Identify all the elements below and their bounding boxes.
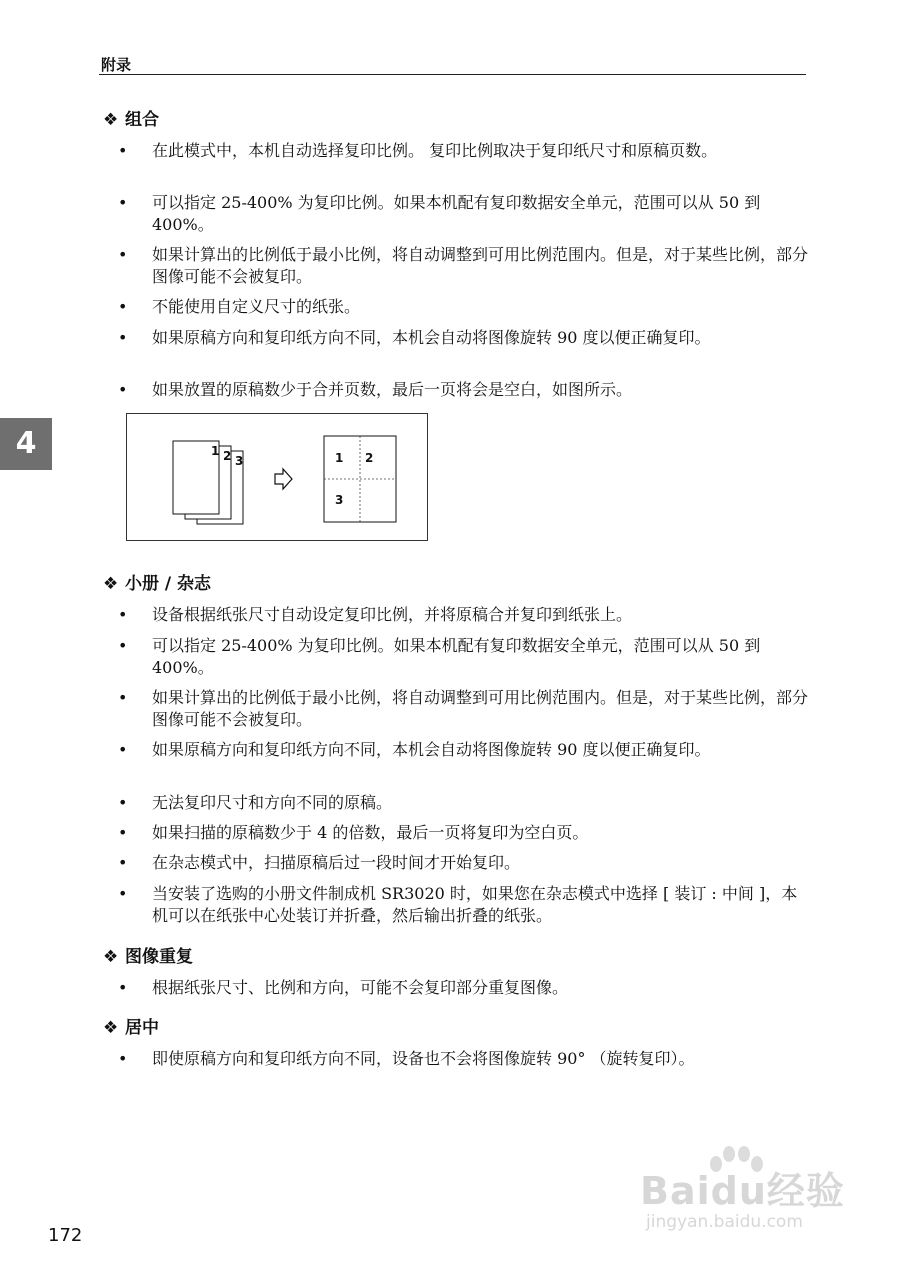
section-title: 居中 [125,1018,159,1038]
list-item-text: 如果放置的原稿数少于合并页数，最后一页将会是空白，如图所示。 [152,380,633,399]
list-item [118,327,808,349]
combined-label-2: 2 [365,451,374,465]
section-title: 小册 / 杂志 [125,574,212,594]
list-item-text: 可以指定 25-400% 为复印比例。如果本机配有复印数据安全单元，范围可以从 50 到 400%。 [152,193,761,234]
list-item [118,822,808,844]
bullet-dot-icon: • [118,297,128,316]
bullet-dot-icon: • [118,245,128,264]
list-item [118,792,808,814]
list-item-text: 当安装了选购的小册文件制成机 SR3020 时，如果您在杂志模式中选择 [ 装订 : 中间 ]，本机可以在纸张中心处装订并折叠，然后输出折叠的纸张。 [152,884,798,925]
original-label-1: 1 [211,444,220,458]
diamond-bullet-icon: ❖ [103,574,119,594]
list-item-text: 设备根据纸张尺寸自动设定复印比例，并将原稿合并复印到纸张上。 [152,605,633,624]
arrow-right-icon [275,469,292,489]
list-item [118,296,808,318]
combined-label-1: 1 [335,451,344,465]
section-heading-combine [103,109,159,131]
section-title: 图像重复 [125,947,193,967]
list-item [118,192,808,236]
diamond-bullet-icon: ❖ [103,110,119,130]
list-item [118,1048,808,1070]
original-label-3: 3 [235,454,244,468]
list-item-text: 在杂志模式中，扫描原稿后过一段时间才开始复印。 [152,853,521,872]
list-item-text: 如果计算出的比例低于最小比例，将自动调整到可用比例范围内。但是，对于某些比例，部分图像可能不会被复印。 [152,245,809,286]
watermark-url: jingyan.baidu.com [646,1212,803,1232]
chapter-tab: 4 [0,418,52,470]
list-item [118,977,808,999]
header-divider [99,74,806,75]
bullet-dot-icon: • [118,605,128,624]
bullet-dot-icon: • [118,853,128,872]
list-item-text: 如果原稿方向和复印纸方向不同，本机会自动将图像旋转 90 度以便正确复印。 [152,740,711,759]
bullet-dot-icon: • [118,380,128,399]
list-item-text: 如果计算出的比例低于最小比例，将自动调整到可用比例范围内。但是，对于某些比例，部分图像可能不会被复印。 [152,688,809,729]
list-item [118,244,808,288]
combined-label-3: 3 [335,493,344,507]
combine-diagram [126,413,428,541]
diamond-bullet-icon: ❖ [103,1018,119,1038]
bullet-dot-icon: • [118,141,128,160]
list-item [118,739,808,761]
list-item [118,635,808,679]
list-item [118,883,808,927]
list-item-text: 如果原稿方向和复印纸方向不同，本机会自动将图像旋转 90 度以便正确复印。 [152,328,711,347]
page-number: 172 [48,1225,83,1246]
list-item-text: 在此模式中，本机自动选择复印比例。 复印比例取决于复印纸尺寸和原稿页数。 [152,141,718,160]
bullet-dot-icon: • [118,193,128,212]
bullet-dot-icon: • [118,978,128,997]
section-title: 组合 [125,110,159,130]
section-heading-center [103,1017,159,1039]
list-item-text: 不能使用自定义尺寸的纸张。 [152,297,361,316]
list-item [118,687,808,731]
list-item-text: 无法复印尺寸和方向不同的原稿。 [152,793,393,812]
watermark-brand: Baidu经验 [640,1169,845,1213]
bullet-dot-icon: • [118,740,128,759]
diamond-bullet-icon: ❖ [103,947,119,967]
page-header-title: 附录 [101,56,132,74]
section-heading-image-repeat [103,946,193,968]
original-label-2: 2 [223,449,232,463]
list-item-text: 即使原稿方向和复印纸方向不同，设备也不会将图像旋转 90° （旋转复印）。 [152,1049,695,1068]
bullet-dot-icon: • [118,1049,128,1068]
bullet-dot-icon: • [118,688,128,707]
bullet-dot-icon: • [118,328,128,347]
list-item [118,852,808,874]
list-item-text: 如果扫描的原稿数少于 4 的倍数，最后一页将复印为空白页。 [152,823,589,842]
list-item [118,379,808,401]
list-item-text: 可以指定 25-400% 为复印比例。如果本机配有复印数据安全单元，范围可以从 50 到 400%。 [152,636,761,677]
list-item-text: 根据纸张尺寸、比例和方向，可能不会复印部分重复图像。 [152,978,569,997]
bullet-dot-icon: • [118,636,128,655]
bullet-dot-icon: • [118,793,128,812]
list-item [118,604,808,626]
bullet-dot-icon: • [118,884,128,903]
baidu-watermark [640,1150,870,1250]
bullet-dot-icon: • [118,823,128,842]
section-heading-booklet-magazine [103,573,211,595]
combine-diagram-svg [127,414,429,542]
list-item [118,140,808,162]
